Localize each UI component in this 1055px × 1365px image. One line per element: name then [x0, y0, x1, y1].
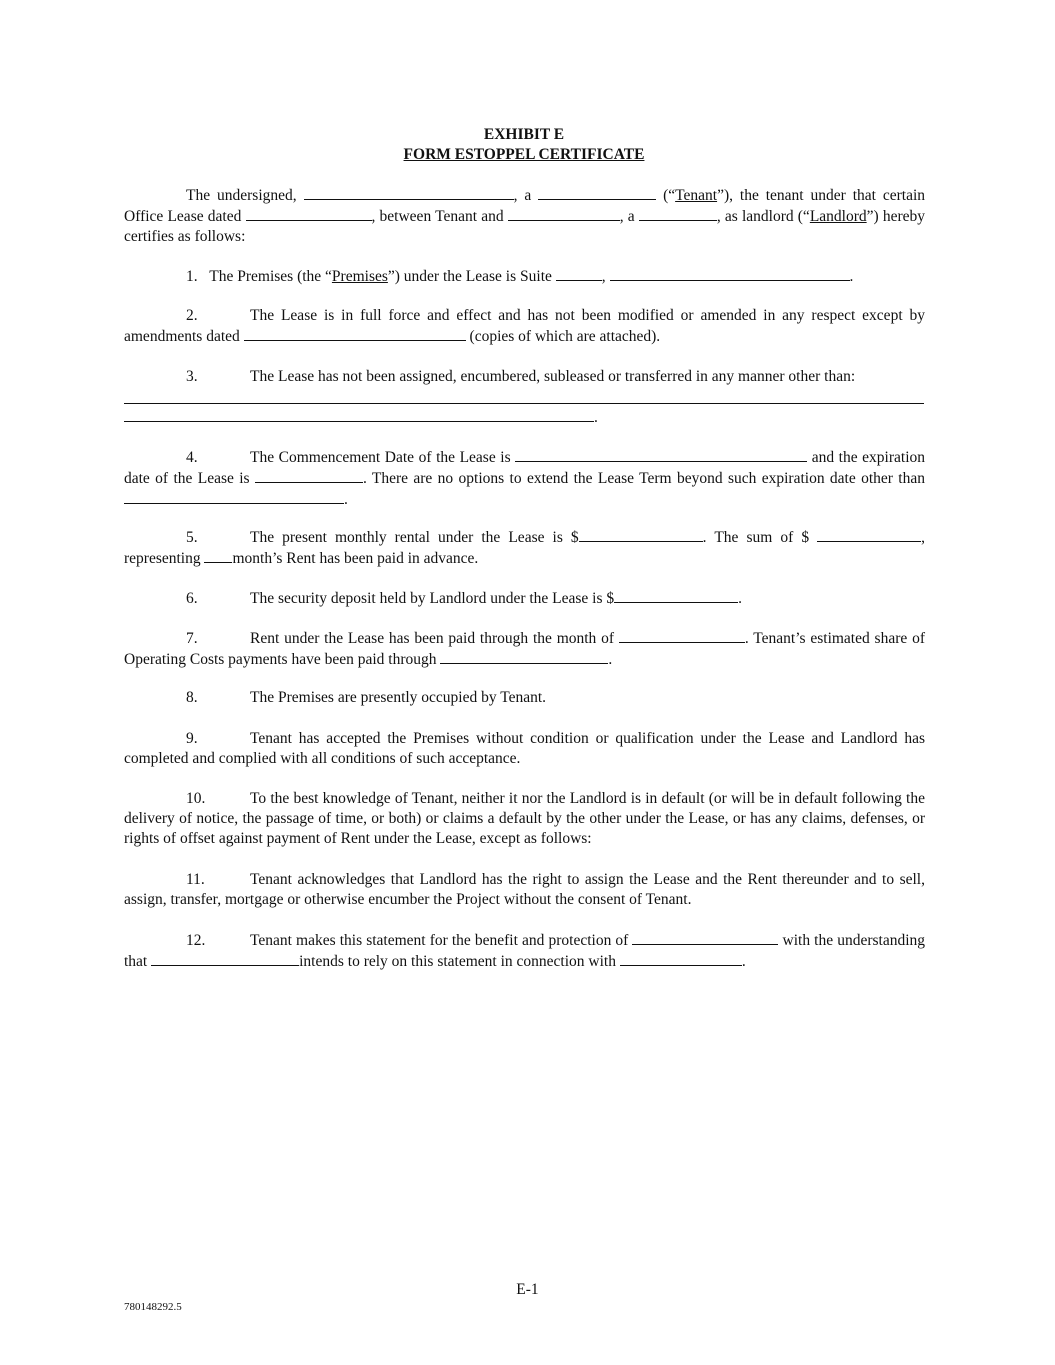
form-title: FORM ESTOPPEL CERTIFICATE: [403, 146, 645, 163]
landlord-name-blank: [508, 206, 620, 221]
premises-defined-term: Premises: [331, 268, 388, 285]
landlord-defined-term: Landlord: [809, 208, 867, 225]
extension-options-blank: [124, 489, 344, 504]
tenant-defined-term: Tenant: [675, 187, 718, 204]
prepaid-sum-blank: [817, 527, 921, 542]
page-number: E-1: [516, 1281, 539, 1298]
item-3: 3. The Lease has not been assigned, encumbered, subleased or transferred in any manner other than:: [186, 368, 856, 385]
item-7: 7. Rent under the Lease has been paid through the month of . Tenant’s estimated share of Operating Costs payments have been paid through .: [124, 630, 925, 668]
security-deposit-blank: [614, 588, 738, 603]
item-5: 5. The present monthly rental under the Lease is $ . The sum of $ , representing month’s Rent has been paid in advance.: [124, 529, 926, 567]
item-8: 8. The Premises are presently occupied by Tenant.: [186, 689, 547, 706]
exhibit-heading: EXHIBIT E: [483, 126, 565, 143]
item-6: 6. The security deposit held by Landlord under the Lease is $ .: [186, 590, 743, 607]
tenant-name-blank: [304, 185, 514, 200]
item-2: 2. The Lease is in full force and effect and has not been modified or amended in any respect except by amendments dated (copies of which are attached).: [124, 307, 925, 345]
item-4: 4. The Commencement Date of the Lease is and the expiration date of the Lease is . There are no options to extend the Lease Term beyond such expiration date other than .: [124, 449, 926, 508]
transaction-blank: [620, 951, 742, 966]
item-10: 10. To the best knowledge of Tenant, neither it nor the Landlord is in default (or will be in default following the delivery of notice, the passage of time, or both) or claims a default by the other under the Lease, or has any claims, defenses, or rights of offset against payment of Rent under the Lease, except as follows:: [124, 790, 925, 847]
lease-date-blank: [246, 206, 372, 221]
landlord-entity-blank: [639, 206, 717, 221]
transfer-details-blank: [124, 407, 594, 422]
suite-blank: [556, 266, 602, 281]
tenant-entity-blank: [538, 185, 656, 200]
months-prepaid-blank: [204, 548, 232, 563]
intro-paragraph: The undersigned, , a (“Tenant”), the tenant under that certain Office Lease dated , between Tenant and , a , as landlord (“Landlord”) hereby certifies as follows:: [124, 187, 926, 245]
item-3-line-2: .: [124, 407, 925, 428]
amendments-date-blank: [244, 326, 466, 341]
item-9: 9. Tenant has accepted the Premises without condition or qualification under the Lease and Landlord has completed and complied with all conditions of such acceptance.: [124, 730, 925, 767]
document-id: 780148292.5: [124, 1301, 182, 1313]
rent-paid-month-blank: [619, 628, 745, 643]
expiration-date-blank: [255, 468, 363, 483]
operating-costs-paid-blank: [440, 649, 608, 664]
item-12: 12. Tenant makes this statement for the benefit and protection of with the understanding that intends to rely on this statement in connection with .: [124, 932, 926, 970]
item-1: 1. The Premises (the “Premises”) under the Lease is Suite , .: [186, 268, 854, 285]
item-3-line-1: [124, 403, 924, 404]
premises-address-blank: [610, 266, 850, 281]
relying-party-blank: [151, 951, 299, 966]
monthly-rental-blank: [579, 527, 703, 542]
commencement-date-blank: [515, 447, 807, 462]
item-11: 11. Tenant acknowledges that Landlord has the right to assign the Lease and the Rent thereunder and to sell, assign, transfer, mortgage or otherwise encumber the Project without the consent of Tenant.: [124, 871, 925, 908]
beneficiary-blank: [632, 930, 778, 945]
